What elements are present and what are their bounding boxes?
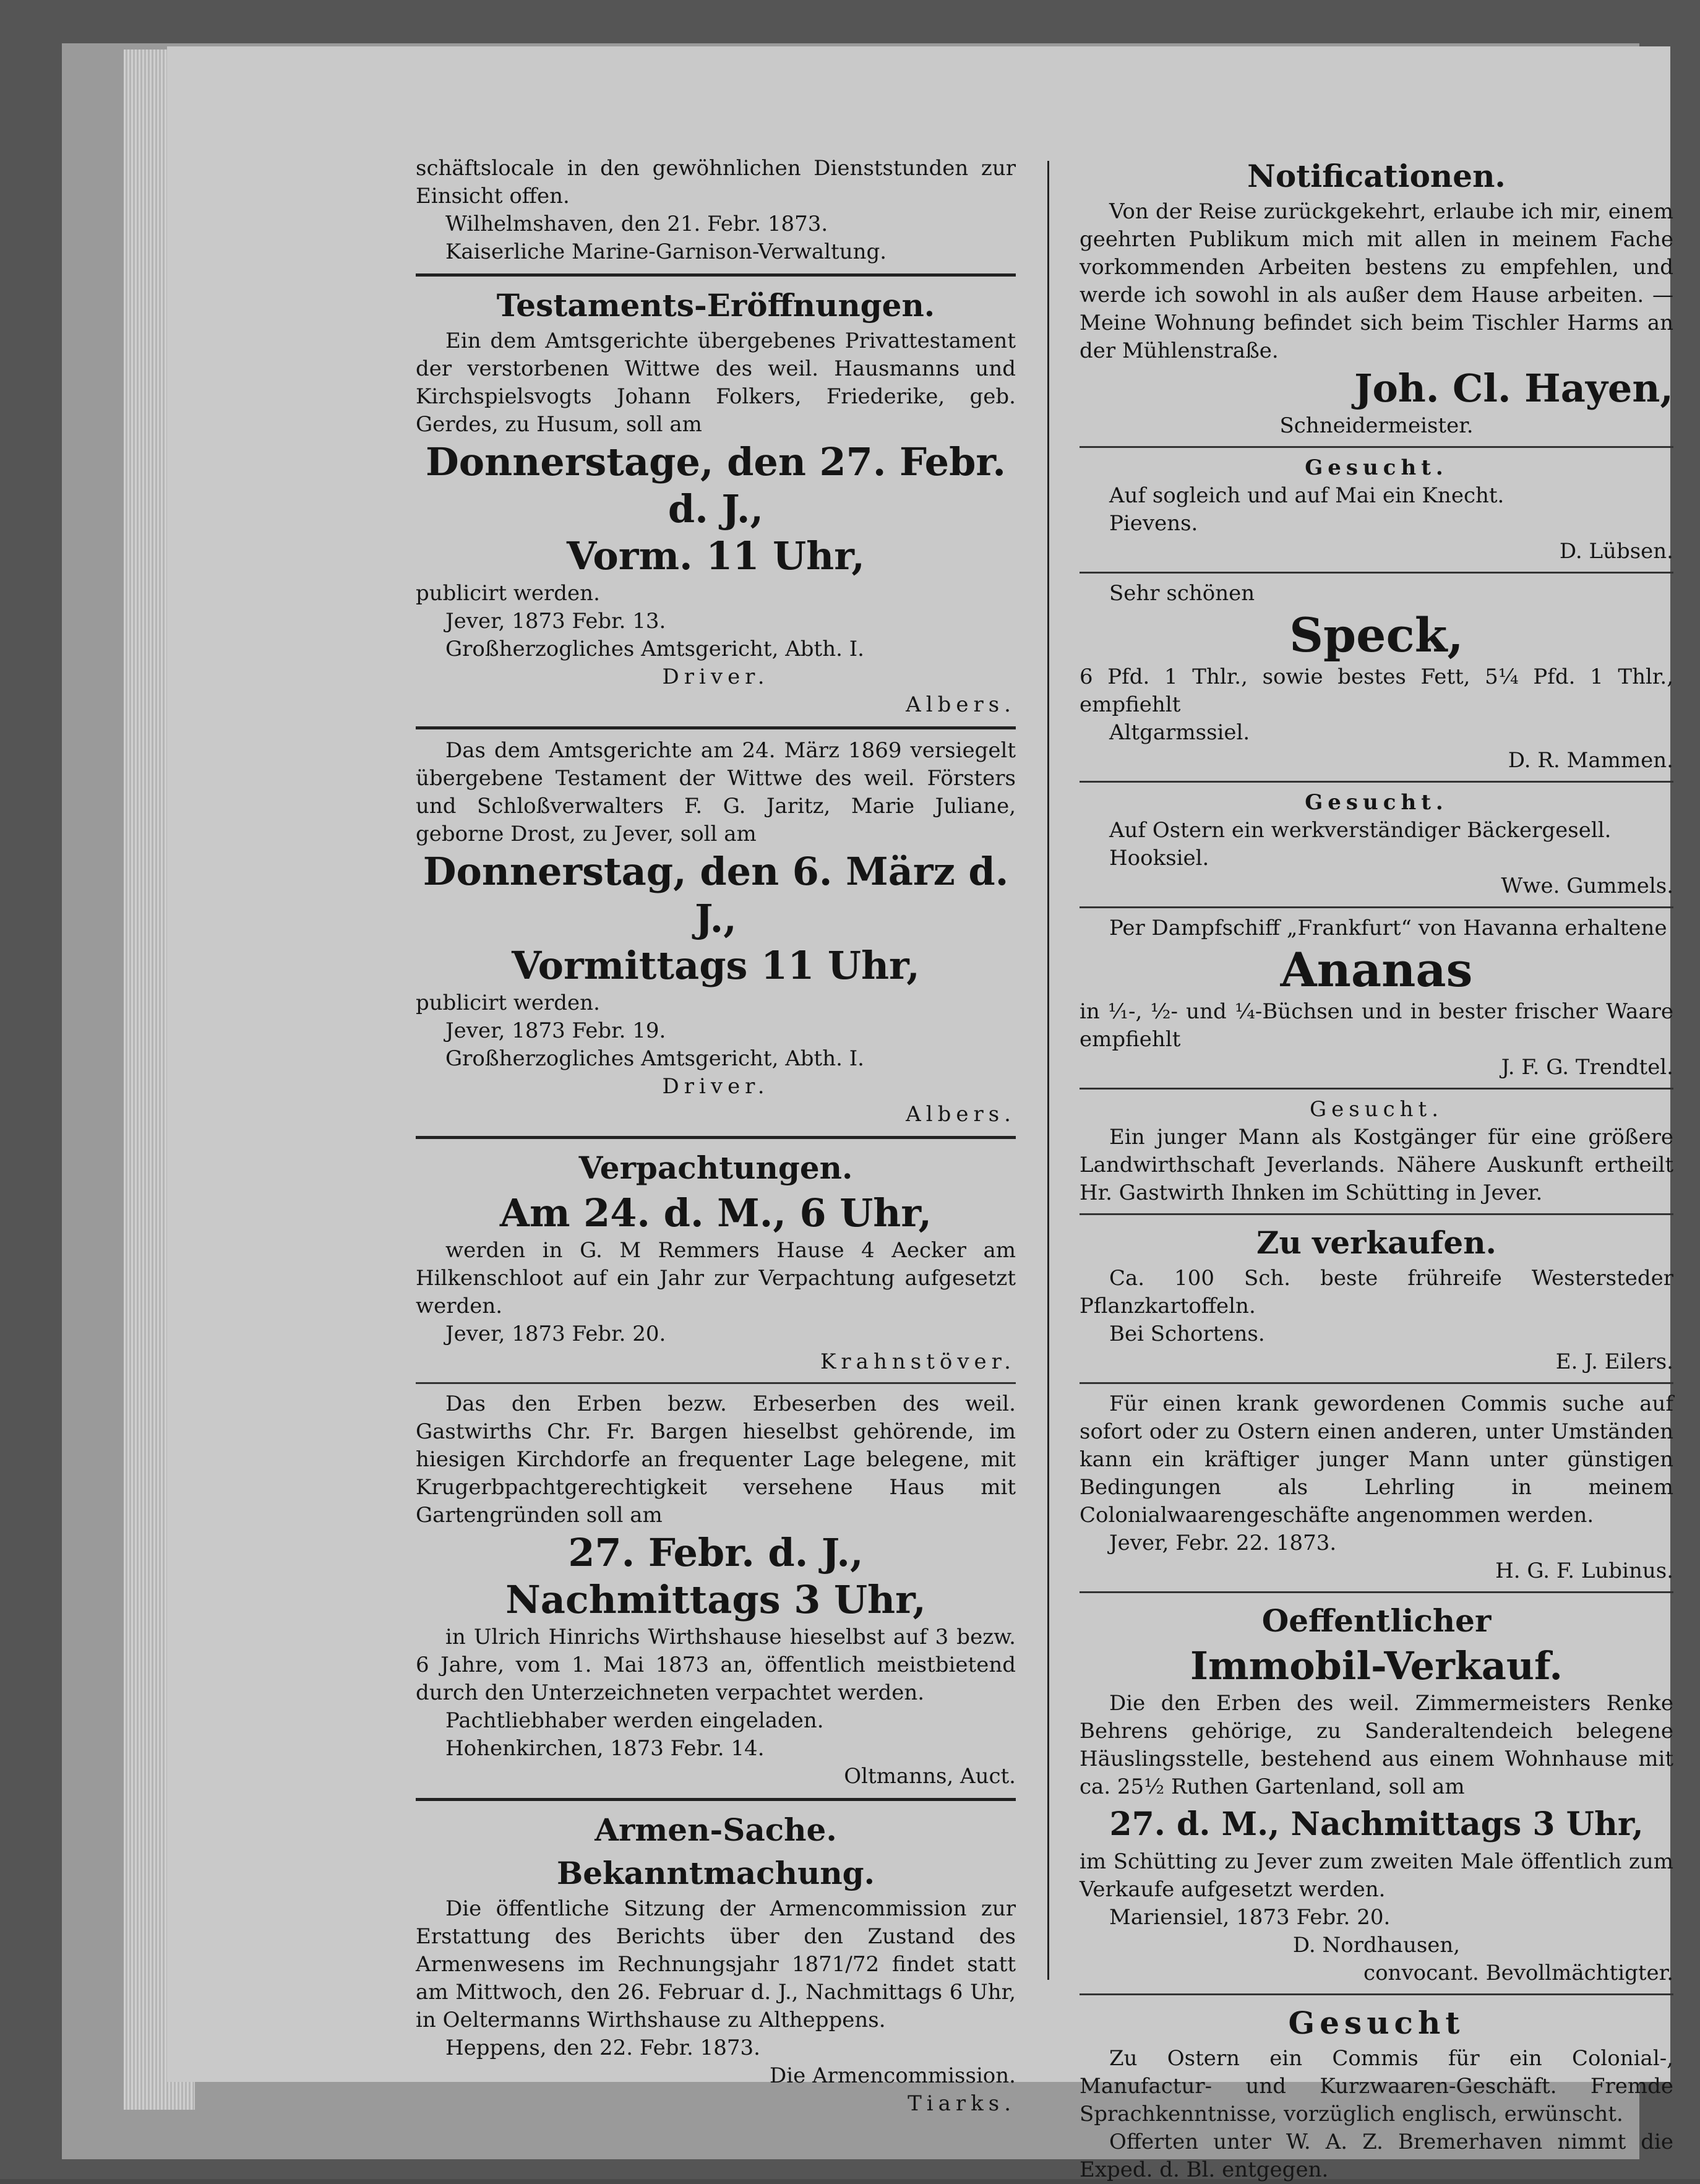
notice-body: Für einen krank gewordenen Commis suche auf sofort oder zu Ostern einen anderen, unter Umständen kann ein kräftiger junger Mann unter günstigen Bedingungen als Lehrling in meinem Colonialwaarengeschäfte angenommen werden.: [1080, 1391, 1673, 1528]
section-subheading: Bekanntmachung.: [556, 1855, 875, 1891]
notice-heading: Gesucht: [1288, 2005, 1465, 2041]
notice-body: Die den Erben des weil. Zimmermeisters Renke Behrens gehörige, zu Sanderaltendeich belegene Häuslingsstelle, bestehend aus einem Wohnhause mit ca. 25½ Ruthen Gartenland, soll am: [1080, 1691, 1673, 1799]
notice-body: Von der Reise zurückgekehrt, erlaube ich mir, einem geehrten Publikum mich mit allen in meinem Fache vorkommenden Arbeiten bestens zu empfehlen, und werde ich sowohl in als außer dem Hause arbeiten. — Meine Wohnung befindet sich beim Tischler Harms an der Mühlenstraße.: [1080, 199, 1673, 363]
notice-sign: Wwe. Gummels.: [1501, 874, 1673, 898]
notice-body: Ein junger Mann als Kostgänger für eine größere Landwirthschaft Jeverlands. Nähere Auskunft ertheilt Hr. Gastwirth Ihnken im Schütting in Jever.: [1080, 1125, 1673, 1205]
notice-sign: Krahnstöver.: [820, 1349, 1016, 1374]
notice-sign: Die Armencommission.: [770, 2063, 1016, 2088]
notice-place: Pievens.: [1109, 511, 1198, 536]
notice-sign: Tiarks.: [908, 2091, 1016, 2116]
notice-place: Jever, 1873 Febr. 19.: [445, 1018, 666, 1043]
intro-sign: Kaiserliche Marine-Garnison-Verwaltung.: [445, 239, 887, 264]
notice-sign: E. J. Eilers.: [1555, 1349, 1673, 1374]
notice-place: Hohenkirchen, 1873 Febr. 14.: [445, 1736, 765, 1761]
notice-intro: [416, 155, 1016, 266]
notice-heading: Speck,: [1289, 608, 1464, 663]
right-column: [1080, 155, 1673, 2184]
notice-rule: [1080, 1591, 1673, 1593]
section-rule: [416, 273, 1016, 277]
notice-body: werden in G. M Remmers Hause 4 Aecker am Hilkenschloot auf ein Jahr zur Verpachtung aufgesetzt werden.: [416, 1238, 1016, 1318]
notice-rule: [1080, 781, 1673, 783]
notice-date: Donnerstage, den 27. Febr. d. J.,: [426, 439, 1006, 531]
notice-date: Am 24. d. M., 6 Uhr,: [499, 1190, 932, 1236]
notice-sign: H. G. F. Lubinus.: [1495, 1558, 1673, 1583]
notice-body: Das dem Amtsgerichte am 24. März 1869 versiegelt übergebene Testament der Wittwe des weil. Försters und Schloßverwalters F. G. Jaritz, Marie Juliane, geborne Drost, zu Jever, soll am: [416, 738, 1016, 846]
notice-sign: J. F. G. Trendtel.: [1501, 1055, 1673, 1080]
notice-place: Jever, 1873 Febr. 20.: [445, 1322, 666, 1346]
notice-rule: [1080, 1213, 1673, 1215]
speck-ad: [1080, 580, 1673, 775]
column-divider: [1047, 161, 1049, 1980]
notice-body: in ⅟₁-, ½- und ¼-Büchsen und in bester frischer Waare empfiehlt: [1080, 999, 1673, 1052]
notice-date: 27. d. M., Nachmittags 3 Uhr,: [1109, 1805, 1644, 1843]
for-sale: [1080, 1221, 1673, 1376]
notice-body: in Ulrich Hinrichs Wirthshause hieselbst auf 3 bezw. 6 Jahre, vom 1. Mai 1873 an, öffentlich meistbietend durch den Unterzeichneten verpachtet werden.: [416, 1625, 1016, 1705]
notice-rule: [1080, 572, 1673, 574]
notice-place: Bei Schortens.: [1109, 1322, 1265, 1346]
notice-time: Nachmittags 3 Uhr,: [505, 1577, 926, 1622]
notice-rule: [416, 1382, 1016, 1384]
notice-rule: [1080, 906, 1673, 908]
section-rule: [416, 726, 1016, 729]
notice-body: Zu Ostern ein Commis für ein Colonial-, Manufactur- und Kurzwaaren-Geschäft. Fremde Sprachkenntnisse, vorzüglich englisch, erwünscht.: [1080, 2046, 1673, 2126]
notice-rule: [1080, 1088, 1673, 1090]
notice-sign: Albers.: [906, 1102, 1016, 1127]
notice-time: Vormittags 11 Uhr,: [512, 943, 920, 988]
notice-date: Donnerstag, den 6. März d. J.,: [423, 849, 1009, 941]
commis-ad: [1080, 1390, 1673, 1585]
left-column: [416, 155, 1016, 2118]
notice-heading: Gesucht.: [1309, 1097, 1444, 1122]
lease-section: [416, 1146, 1016, 1791]
notice-sign: D. Lübsen.: [1559, 539, 1673, 564]
notifications-section: [1080, 155, 1673, 440]
notice-body: Ein dem Amtsgerichte übergebenes Privattestament der verstorbenen Wittwe des weil. Hausmanns und Kirchspielsvogts Johann Folkers, Friederike, geb. Gerdes, zu Husum, soll am: [416, 329, 1016, 437]
wanted-1: [1080, 454, 1673, 565]
section-heading: Verpachtungen.: [578, 1150, 853, 1186]
notice-date: 27. Febr. d. J.,: [568, 1530, 864, 1575]
wanted-3: [1080, 1096, 1673, 1207]
notice-place: Jever, 1873 Febr. 13.: [445, 609, 666, 634]
testament-section-1: [416, 284, 1016, 719]
notice-body: Ca. 100 Sch. beste frühreife Westersteder Pflanzkartoffeln.: [1080, 1266, 1673, 1318]
notice-heading: Gesucht.: [1305, 455, 1448, 480]
notice-body: im Schütting zu Jever zum zweiten Male öffentlich zum Verkaufe aufgesetzt werden.: [1080, 1849, 1673, 1902]
section-rule: [416, 1136, 1016, 1139]
notice-intro: Per Dampfschiff „Frankfurt“ von Havanna erhaltene: [1109, 916, 1667, 940]
intro-text: schäftslocale in den gewöhnlichen Dienststunden zur Einsicht offen.: [416, 156, 1016, 209]
notice-place: Mariensiel, 1873 Febr. 20.: [1109, 1905, 1391, 1930]
notice-place: Hooksiel.: [1109, 846, 1209, 871]
notice-sign: D. Nordhausen,: [1292, 1933, 1461, 1958]
notice-name: Joh. Cl. Hayen,: [1354, 366, 1673, 411]
notice-court: Großherzogliches Amtsgericht, Abth. I.: [445, 1046, 864, 1071]
notice-rule: [1080, 446, 1673, 448]
notice-sign: D. R. Mammen.: [1508, 748, 1673, 773]
notice-court: Großherzogliches Amtsgericht, Abth. I.: [445, 637, 864, 661]
notice-heading: Immobil-Verkauf.: [1190, 1643, 1563, 1688]
notice-rule: [1080, 1382, 1673, 1384]
notice-sign: Oltmanns, Auct.: [844, 1764, 1016, 1789]
notice-rule: [1080, 1993, 1673, 1995]
notice-time: Vorm. 11 Uhr,: [567, 533, 865, 578]
wanted-4: [1080, 2001, 1673, 2184]
notice-sign: convocant. Bevollmächtigter.: [1363, 1961, 1673, 1985]
notice-body: Das den Erben bezw. Erbeserben des weil. Gastwirths Chr. Fr. Bargen hieselbst gehörende, im hiesigen Kirchdorfe an frequenter Lage belegene, mit Krugerbpachtgerechtigkeit versehene Haus mit Gartengründen soll am: [416, 1391, 1016, 1528]
notice-body: Offerten unter W. A. Z. Bremerhaven nimmt die Exped. d. Bl. entgegen.: [1080, 2130, 1673, 2182]
notice-sign: Driver.: [662, 664, 770, 689]
notice-trade: Schneidermeister.: [1279, 413, 1474, 438]
notice-place: Heppens, den 22. Febr. 1873.: [445, 2036, 760, 2060]
property-sale: [1080, 1599, 1673, 1987]
ananas-ad: [1080, 914, 1673, 1081]
wanted-2: [1080, 789, 1673, 900]
notice-invite: Pachtliebhaber werden eingeladen.: [445, 1708, 824, 1733]
section-heading: Notificationen.: [1247, 158, 1506, 194]
notice-place: Jever, Febr. 22. 1873.: [1109, 1531, 1337, 1555]
notice-body: Die öffentliche Sitzung der Armencommission zur Erstattung des Berichts über den Zustand des Armenwesens im Rechnungsjahr 1871/72 findet statt am Mittwoch, den 26. Februar d. J., Nachmittags 6 Uhr, in Oeltermanns Wirthshause zu Altheppens.: [416, 1896, 1016, 2032]
notice-sign: Albers.: [906, 692, 1016, 717]
poor-affairs-section: [416, 1808, 1016, 2118]
section-heading: Armen-Sache.: [595, 1812, 837, 1848]
notice-body: 6 Pfd. 1 Thlr., sowie bestes Fett, 5¼ Pfd. 1 Thlr., empfiehlt: [1080, 664, 1673, 717]
intro-place: Wilhelmshaven, den 21. Febr. 1873.: [445, 212, 828, 236]
notice-heading: Ananas: [1280, 942, 1473, 997]
notice-place: Altgarmssiel.: [1109, 720, 1250, 745]
notice-body: Auf sogleich und auf Mai ein Knecht.: [1109, 483, 1505, 508]
notice-pub: publicirt werden.: [416, 991, 600, 1015]
notice-sign: Driver.: [662, 1074, 770, 1099]
notice-heading: Oeffentlicher: [1261, 1602, 1492, 1639]
section-heading: Testaments-Eröffnungen.: [496, 287, 935, 324]
notice-heading: Zu verkaufen.: [1256, 1224, 1496, 1261]
notice-body: Auf Ostern ein werkverständiger Bäckergesell.: [1109, 818, 1612, 843]
notice-intro: Sehr schönen: [1109, 581, 1255, 606]
section-rule: [416, 1798, 1016, 1801]
testament-section-2: [416, 737, 1016, 1129]
notice-pub: publicirt werden.: [416, 581, 600, 606]
notice-heading: Gesucht.: [1305, 790, 1448, 815]
